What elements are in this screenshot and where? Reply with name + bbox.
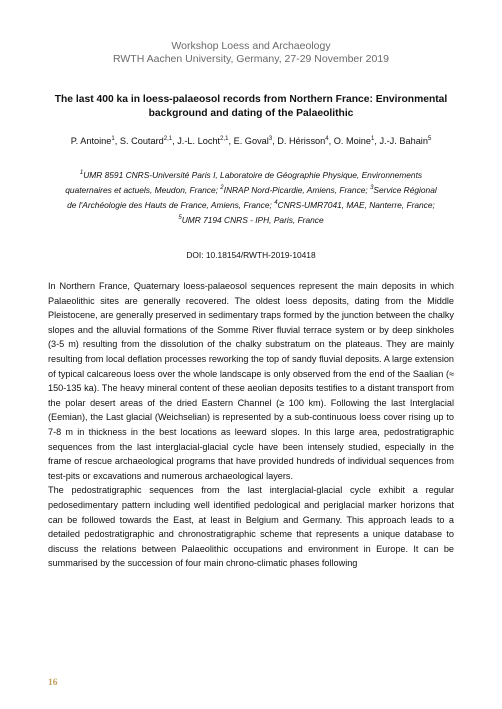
affiliation-mark: 5	[178, 215, 182, 221]
author-affiliation-mark: 1	[371, 136, 375, 142]
paragraph: The pedostratigraphic sequences from the last interglacial-glacial cycle exhibit a regular pedosedimentary pattern including well identified pedological and periglacial marker horizons that can be followed towards the East, at least in Belgium and Germany. This approach leads to a detailed pedostratigraphic and chronostratigraphic scheme that represents a unique database to discuss the relations between Palaeolithic occupations and environment in Europe. It can be summarised by the succession of four main chrono-climatic phases following	[48, 485, 454, 569]
affiliation-mark: 3	[370, 185, 374, 191]
affiliation-text: CNRS-UMR7041, MAE, Nanterre, France;	[277, 199, 435, 210]
author-affiliation-mark: 5	[427, 136, 432, 142]
author-affiliation-mark: 2,1	[220, 136, 229, 142]
author-name: , J.-J. Bahain	[374, 136, 428, 147]
affiliation-text: UMR 8591 CNRS-Université Paris I, Laboratoire de Géographie Physique, Environnements quaternaires et actuels, Meudon, France;	[65, 169, 423, 195]
affiliation-mark: 2	[220, 185, 224, 191]
author-affiliation-mark: 2,1	[163, 136, 173, 142]
affiliation-text: INRAP Nord-Picardie, Amiens, France;	[223, 184, 371, 195]
paragraph: In Northern France, Quaternary loess-palaeosol sequences represent the main deposits in which Palaeolithic sites are generally recovered. The oldest loess deposits, dating from the Middle Pleistocene, are generally preserved in sedimentary traps formed by the junction between the chalky slopes and the alluvial formations of the Somme River fluvial terrace system or by deep sinkholes (3-5 m) resulting from the dissolution of the chalky substratum on the plateaus. They are mainly resulting from local deflation processes reworking the top of sandy fluvial deposits. A large extension of typical calcareous loess over the whole landscape is only observed from the end of the Saalian (≈ 150-135 ka). The heavy mineral content of these aeolian deposits testifies to a distant transport from the polar desert areas of the dried Eastern Channel (≥ 100 km). Following the last Interglacial (Eemian), the Last glacial (Weichselian) is represented by a sub-continuous loess cover rising up to 7-8 m in thickness in the best locations as leeward slopes. In this large area, pedostratigraphic sequences from the last interglacial-glacial cycle have been intensely studied, especially in the frame of rescue archaeological programs that have provided hundreds of individual sequences from test-pits or excavations and numerous archaeological layers.	[48, 281, 454, 481]
affiliation-text: UMR 7194 CNRS - IPH, Paris, France	[181, 214, 324, 225]
conference-header	[0, 40, 502, 66]
author-list	[40, 132, 462, 148]
conference-venue-date: RWTH Aachen University, Germany, 27-29 November 2019	[112, 53, 390, 65]
abstract-body	[48, 279, 454, 571]
author-name: , D. Hérisson	[272, 136, 326, 147]
author-affiliation-mark: 4	[325, 136, 329, 142]
author-affiliation-mark: 3	[268, 136, 273, 142]
conference-name: Workshop Loess and Archaeology	[171, 40, 331, 52]
author-name: , E. Goval	[228, 136, 269, 147]
author-name: , O. Moine	[328, 136, 371, 147]
paper-title: The last 400 ka in loess-palaeosol records from Northern France: Environmental background and dating of the Palaeolithic	[54, 94, 448, 119]
affiliation-mark: 1	[79, 170, 84, 176]
page-number: 16	[48, 678, 58, 688]
author-name: P. Antoine	[70, 136, 112, 147]
author-name: , S. Coutard	[114, 136, 164, 147]
affiliation-mark: 4	[274, 200, 278, 206]
doi: DOI: 10.18154/RWTH-2019-10418	[186, 250, 316, 260]
author-affiliation-mark: 1	[111, 136, 115, 142]
affiliation-text: Service Régional de l'Archéologie des Hauts de France, Amiens, France;	[67, 184, 437, 210]
affiliations	[60, 167, 442, 227]
author-name: , J.-L. Locht	[172, 136, 221, 147]
